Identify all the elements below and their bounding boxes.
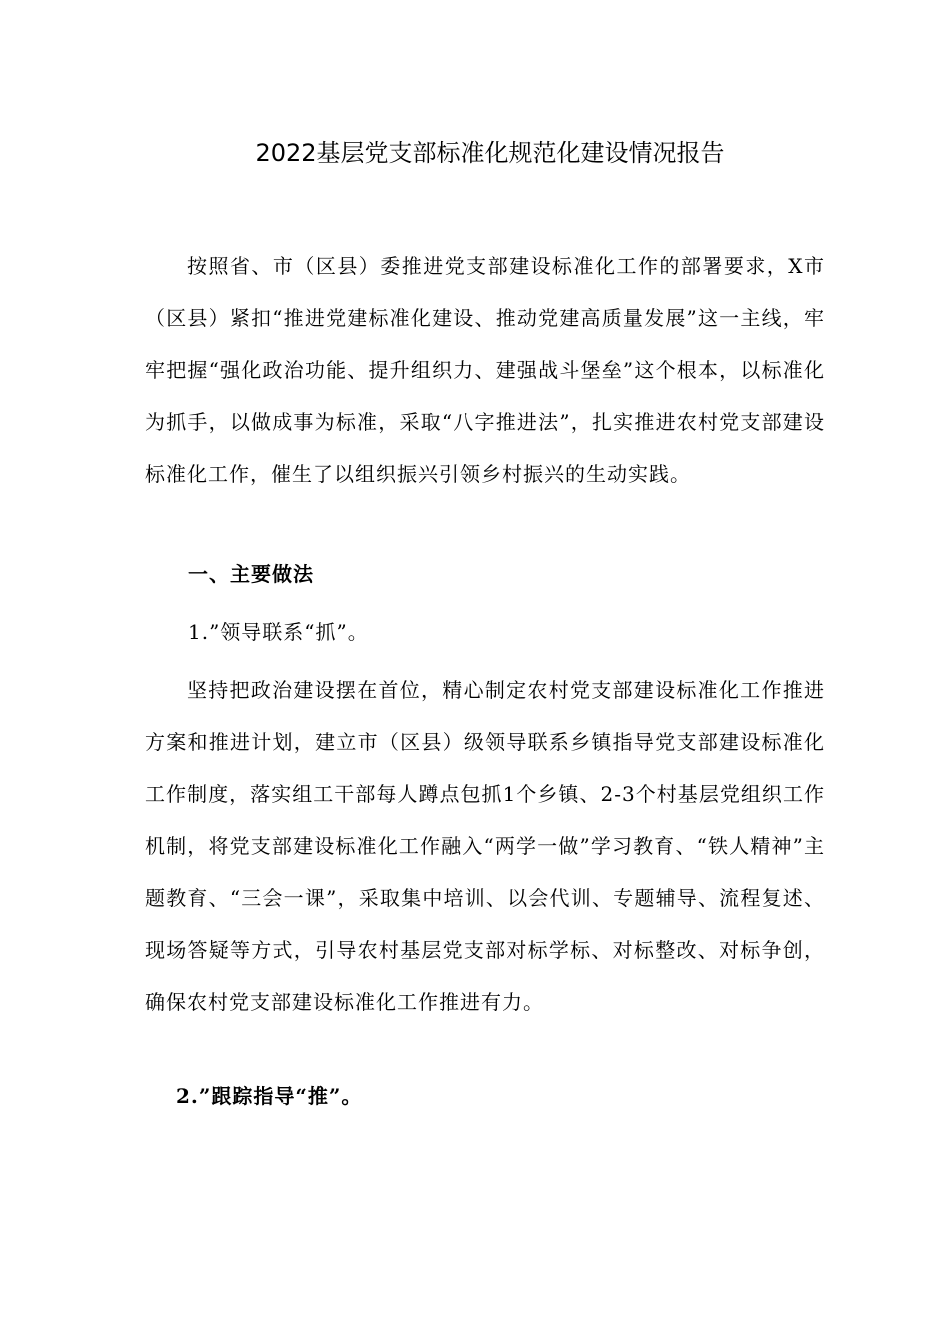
item-heading-tracking: 2.”跟踪指导“推”。 xyxy=(176,1084,363,1108)
item-heading-leadership: 1.”领导联系“抓”。 xyxy=(188,620,369,644)
document-title: 2022基层党支部标准化规范化建设情况报告 xyxy=(255,139,725,167)
intro-paragraph: 按照省、市（区县）委推进党支部建设标准化工作的部署要求，X市（区县）紧扣“推进党建标准化建设、推动党建高质量发展”这一主线，牢牢把握“强化政治功能、提升组织力、建强战斗堡垒”这个根本，以标准化为抓手，以做成事为标准，采取“八字推进法”，扎实推进农村党支部建设标准化工作，催生了以组织振兴引领乡村振兴的生动实践。 xyxy=(145,254,825,486)
section-heading-main-practices: 一、主要做法 xyxy=(188,562,314,586)
item-body-leadership: 坚持把政治建设摆在首位，精心制定农村党支部建设标准化工作推进方案和推进计划，建立市（区县）级领导联系乡镇指导党支部建设标准化工作制度，落实组工干部每人蹲点包抓1个乡镇、2-3个村基层党组织工作机制，将党支部建设标准化工作融入“两学一做”学习教育、“铁人精神”主题教育、“三会一课”，采取集中培训、以会代训、专题辅导、流程复述、现场答疑等方式，引导农村基层党支部对标学标、对标整改、对标争创，确保农村党支部建设标准化工作推进有力。 xyxy=(145,678,825,1014)
